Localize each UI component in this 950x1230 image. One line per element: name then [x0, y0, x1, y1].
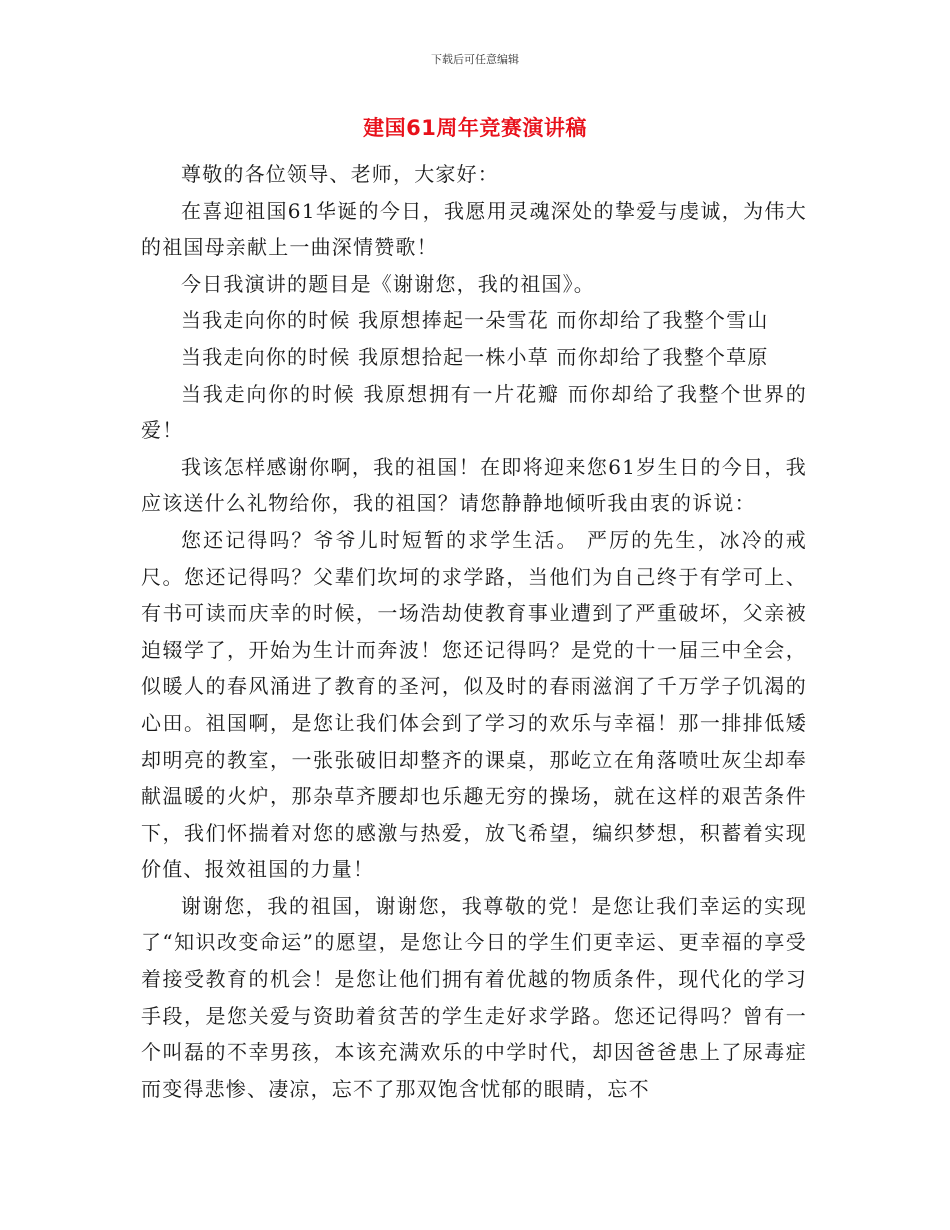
document-title: 建国61周年竞赛演讲稿: [363, 116, 587, 140]
paragraph-topic: 今日我演讲的题目是《谢谢您，我的祖国》。: [181, 271, 595, 296]
header-note: 下载后可任意编辑: [431, 53, 519, 66]
paragraph-memories: 您还记得吗？爷爷儿时短暂的求学生活。 严厉的先生，冰冷的戒尺。您还记得吗？父辈们坎坷的求学路，当他们为自己终于有学可上、有书可读而庆幸的时候，一场浩劫使教育事业遭到了严重破坏，父亲被迫辍学了，开始为生计而奔波！您还记得吗？是党的十一届三中全会，似暖人的春风涌进了教育的圣河，似及时的春雨滋润了千万学子饥渴的心田。祖国啊，是您让我们体会到了学习的欢乐与幸福！那一排排低矮却明亮的教室，一张张破旧却整齐的课桌，那屹立在角落喷吐灰尘却奉献温暖的火炉，那杂草齐腰却也乐趣无穷的操场，就在这样的艰苦条件下，我们怀揣着对您的感激与热爱，放飞希望，编织梦想，积蓄着实现价值、报效祖国的力量！: [141, 527, 807, 882]
paragraph-thanks: 谢谢您，我的祖国，谢谢您，我尊敬的党！是您让我们幸运的实现了“知识改变命运”的愿望，是您让今日的学生们更幸运、更幸福的享受着接受教育的机会！是您让他们拥有着优越的物质条件，现代化的学习手段，是您关爱与资助着贫苦的学生走好求学路。您还记得吗？曾有一个叫磊的不幸男孩，本该充满欢乐的中学时代，却因爸爸患上了尿毒症而变得悲惨、凄凉，忘不了那双饱含忧郁的眼睛，忘不: [141, 893, 807, 1101]
paragraph-poem-line-3: 当我走向你的时候 我原想拥有一片花瓣 而你却给了我整个世界的爱！: [141, 381, 807, 443]
paragraph-poem-line-1: 当我走向你的时候 我原想捧起一朵雪花 而你却给了我整个雪山: [181, 308, 769, 333]
paragraph-greeting: 尊敬的各位领导、老师，大家好：: [181, 162, 499, 186]
speech-body: [141, 156, 807, 1107]
paragraph-gratitude: 我该怎样感谢你啊，我的祖国！在即将迎来您61岁生日的今日，我应该送什么礼物给你，我的祖国？请您静静地倾听我由衷的诉说：: [141, 454, 807, 516]
paragraph-poem-line-2: 当我走向你的时候 我原想拾起一株小草 而你却给了我整个草原: [181, 344, 769, 369]
paragraph-opening: 在喜迎祖国61华诞的今日，我愿用灵魂深处的挚爱与虔诚，为伟大的祖国母亲献上一曲深情赞歌！: [141, 198, 807, 260]
